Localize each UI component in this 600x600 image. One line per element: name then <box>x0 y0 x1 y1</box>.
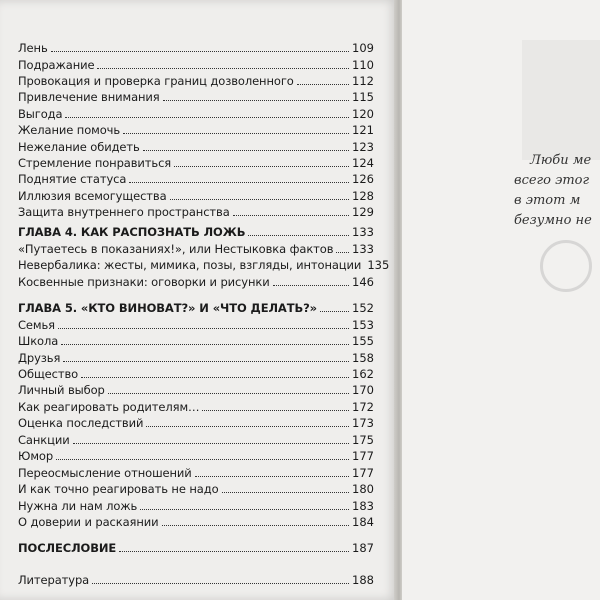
toc-page-number: 177 <box>352 466 374 480</box>
toc-entry-title: Выгода <box>18 107 63 121</box>
toc-entry-title: И как точно реагировать не надо <box>18 482 219 496</box>
right-page-ornament <box>540 240 592 292</box>
toc-page-number: 129 <box>352 205 374 219</box>
toc-page-number: 133 <box>352 242 374 256</box>
toc-page-number: 170 <box>352 383 374 397</box>
toc-page-number: 120 <box>352 107 374 121</box>
toc-row <box>18 496 374 513</box>
right-page-line-2: всего этог <box>514 173 590 188</box>
toc-page-number: 153 <box>352 318 374 332</box>
toc-entry-title: Друзья <box>18 351 61 365</box>
toc-page-number: 128 <box>352 189 374 203</box>
toc-leader-dots <box>320 310 349 312</box>
toc-row <box>18 348 374 365</box>
toc-row <box>18 239 374 256</box>
toc-page-number: 109 <box>352 41 374 55</box>
toc-page-number: 184 <box>352 515 374 529</box>
toc-leader-dots <box>108 392 349 394</box>
toc-entry-title: Иллюзия всемогущества <box>18 189 167 203</box>
toc-leader-dots <box>336 251 349 253</box>
toc-page-number: 124 <box>352 156 374 170</box>
toc-leader-dots <box>195 475 349 477</box>
toc-row <box>18 331 374 348</box>
toc-entry-title: Оценка последствий <box>18 416 144 430</box>
toc-entry-title: Провокация и проверка границ дозволенного <box>18 74 294 88</box>
toc-page-number: 146 <box>352 275 374 289</box>
toc-entry-title: Школа <box>18 334 59 348</box>
toc-row <box>18 430 374 447</box>
toc-entry-title: Как реагировать родителям… <box>18 400 200 414</box>
toc-row <box>18 364 374 381</box>
toc-entry-title: Личный выбор <box>18 383 105 397</box>
right-page-line-1: Люби ме <box>530 153 592 168</box>
toc-entry-title: Невербалика: жесты, мимика, позы, взгляды, интонации <box>18 258 362 272</box>
toc-entry-title: ГЛАВА 4. КАК РАСПОЗНАТЬ ЛОЖЬ <box>18 225 246 239</box>
toc-page-number: 133 <box>352 225 374 239</box>
toc-entry-title: Юмор <box>18 449 54 463</box>
toc-leader-dots <box>297 83 349 85</box>
toc-row <box>18 120 374 137</box>
toc-row <box>18 104 374 121</box>
toc-row <box>18 55 374 72</box>
toc-leader-dots <box>119 550 349 552</box>
toc-entry-title: Семья <box>18 318 55 332</box>
toc-row <box>18 315 374 332</box>
toc-row <box>18 446 374 463</box>
toc-leader-dots <box>273 284 349 286</box>
toc-leader-dots <box>58 327 349 329</box>
toc-page-number: 155 <box>352 334 374 348</box>
toc-page-number: 121 <box>352 123 374 137</box>
toc-leader-dots <box>222 491 349 493</box>
toc-page-number: 180 <box>352 482 374 496</box>
toc-page-number: 187 <box>352 541 374 555</box>
toc-leader-dots <box>61 343 349 345</box>
toc-row <box>18 463 374 480</box>
toc-entry-title: Защита внутреннего пространства <box>18 205 230 219</box>
toc-row <box>18 186 374 203</box>
toc-row <box>18 38 374 55</box>
toc-chapter-row <box>18 538 374 555</box>
toc-page-number: 183 <box>352 499 374 513</box>
toc-row <box>18 255 390 272</box>
toc-page-number: 172 <box>352 400 374 414</box>
toc-entry-title: ПОСЛЕСЛОВИЕ <box>18 541 117 555</box>
toc-page-number: 177 <box>352 449 374 463</box>
toc-row <box>18 413 374 430</box>
toc-leader-dots <box>163 99 349 101</box>
toc-page-number: 110 <box>352 58 374 72</box>
toc-leader-dots <box>51 50 349 52</box>
toc-entry-title: Поднятие статуса <box>18 172 127 186</box>
toc-entry-title: Литература <box>18 573 90 587</box>
right-page-illustration <box>522 40 600 160</box>
toc-page-number: 115 <box>352 90 374 104</box>
toc-page-number: 135 <box>367 258 390 272</box>
toc-leader-dots <box>73 442 349 444</box>
toc-row <box>18 272 374 289</box>
toc-leader-dots <box>56 458 349 460</box>
toc-entry-title: Подражание <box>18 58 95 72</box>
toc-page-number: 123 <box>352 140 374 154</box>
toc-row <box>18 137 374 154</box>
toc-entry-title: ГЛАВА 5. «КТО ВИНОВАТ?» И «ЧТО ДЕЛАТЬ?» <box>18 301 318 315</box>
toc-leader-dots <box>65 116 349 118</box>
toc-page-number: 188 <box>352 573 374 587</box>
toc-leader-dots <box>146 425 349 427</box>
toc-entry-title: О доверии и раскаянии <box>18 515 159 529</box>
toc-entry-title: Желание помочь <box>18 123 121 137</box>
toc-leader-dots <box>129 181 349 183</box>
toc-leader-dots <box>233 214 349 216</box>
toc-row <box>18 71 374 88</box>
toc-row <box>18 202 374 219</box>
toc-leader-dots <box>174 165 349 167</box>
toc-row <box>18 380 374 397</box>
toc-leader-dots <box>202 409 349 411</box>
toc-page-number: 173 <box>352 416 374 430</box>
toc-leader-dots <box>143 149 349 151</box>
toc-page-number: 152 <box>352 301 374 315</box>
toc-leader-dots <box>92 582 349 584</box>
toc-leader-dots <box>123 132 349 134</box>
toc-entry-title: «Путаетесь в показаниях!», или Нестыковка фактов <box>18 242 334 256</box>
toc-row <box>18 570 374 587</box>
toc-leader-dots <box>140 508 349 510</box>
toc-page-number: 126 <box>352 172 374 186</box>
toc-entry-title: Санкции <box>18 433 70 447</box>
toc-leader-dots <box>170 198 349 200</box>
toc-leader-dots <box>63 360 349 362</box>
toc-row <box>18 512 374 529</box>
toc-page-number: 158 <box>352 351 374 365</box>
toc-row <box>18 87 374 104</box>
toc-row <box>18 169 374 186</box>
toc-row <box>18 397 374 414</box>
right-page-line-4: безумно не <box>514 213 592 228</box>
toc-page-number: 162 <box>352 367 374 381</box>
toc-entry-title: Лень <box>18 41 48 55</box>
toc-entry-title: Косвенные признаки: оговорки и рисунки <box>18 275 270 289</box>
toc-chapter-row <box>18 298 374 315</box>
toc-entry-title: Переосмысление отношений <box>18 466 192 480</box>
toc-entry-title: Стремление понравиться <box>18 156 172 170</box>
toc-page-number: 175 <box>352 433 374 447</box>
toc-entry-title: Привлечение внимания <box>18 90 160 104</box>
toc-entry-title: Нужна ли нам ложь <box>18 499 138 513</box>
toc-entry-title: Нежелание обидеть <box>18 140 140 154</box>
toc-entry-title: Общество <box>18 367 79 381</box>
toc-row <box>18 479 374 496</box>
toc-row <box>18 153 374 170</box>
toc-leader-dots <box>248 234 349 236</box>
right-page-line-3: в этот м <box>514 193 581 208</box>
toc-chapter-row <box>18 222 374 239</box>
toc-leader-dots <box>81 376 349 378</box>
toc-page-number: 112 <box>352 74 374 88</box>
toc-leader-dots <box>162 524 349 526</box>
toc-leader-dots <box>97 67 349 69</box>
